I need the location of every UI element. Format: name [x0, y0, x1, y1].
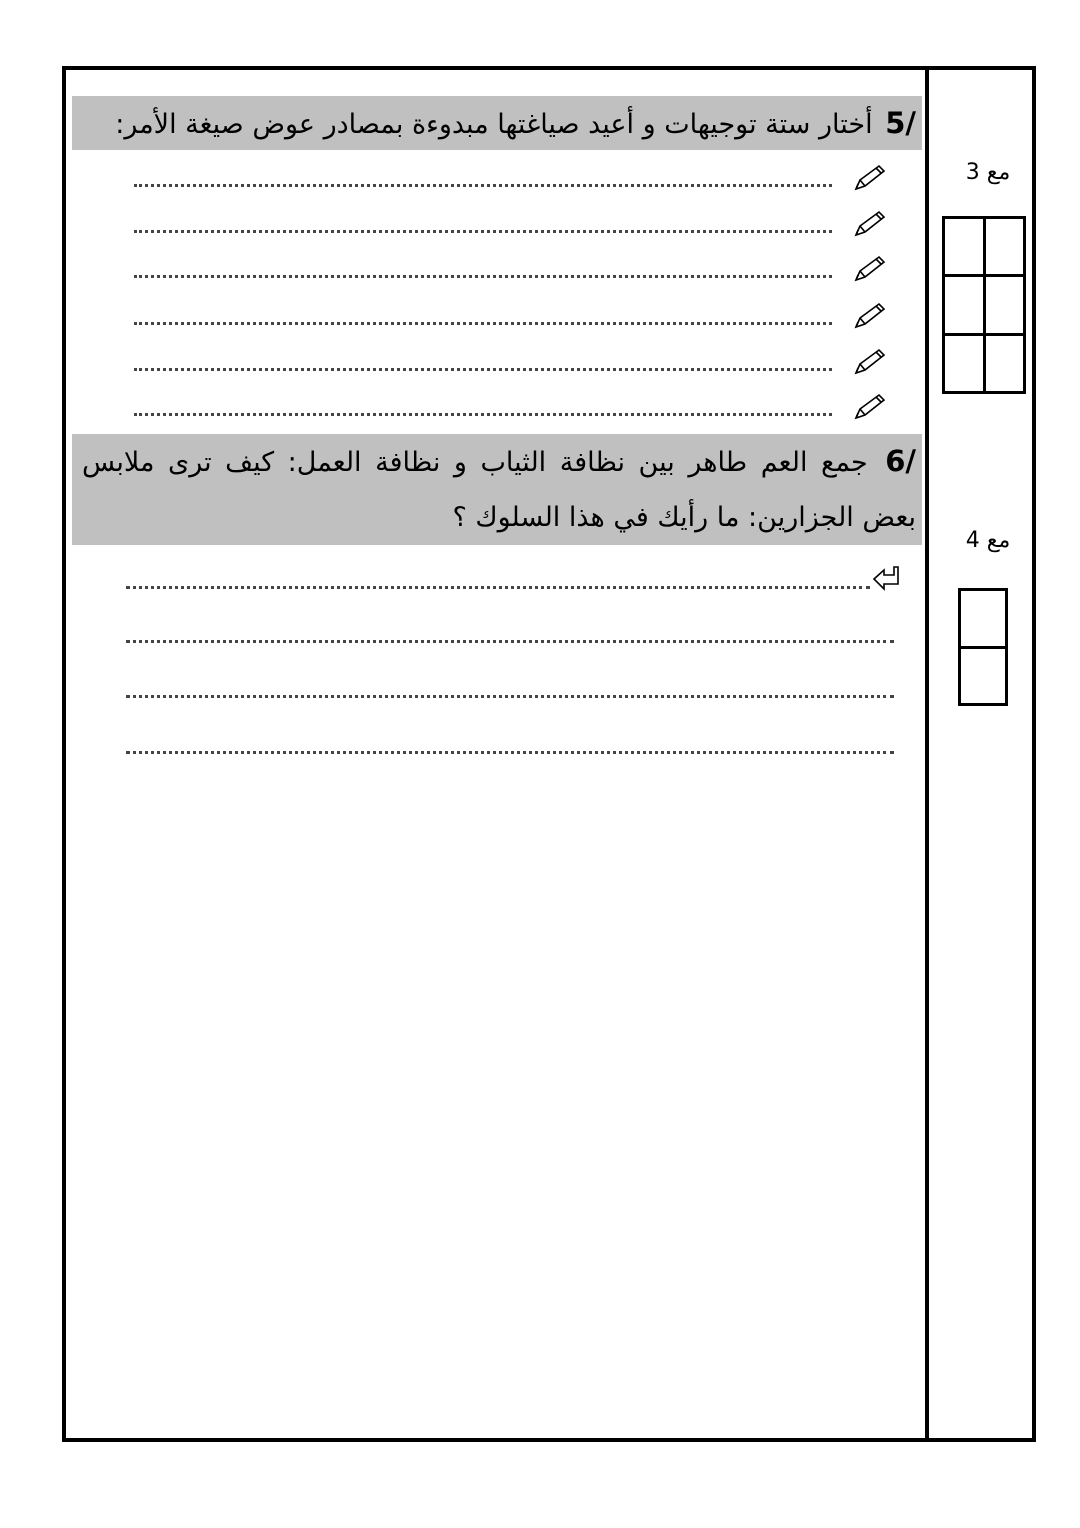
- question-6-text: جمع العم طاهر بين نظافة الثياب و نظافة العمل: كيف ترى ملابس بعض الجزارين: ما رأيك في هذا السلوك ؟: [82, 447, 916, 533]
- score-column-divider: [925, 66, 929, 1442]
- question-6-number: /6: [885, 444, 917, 478]
- answer-line-q5-2[interactable]: [134, 230, 832, 233]
- answer-line-q6-2[interactable]: [126, 640, 894, 643]
- answer-line-q6-4[interactable]: [126, 751, 894, 754]
- pencil-icon: [852, 163, 888, 193]
- score-grid-q6: [958, 588, 1008, 706]
- pencil-icon: [852, 254, 888, 284]
- pencil-icon: [852, 347, 888, 377]
- answer-line-q5-6[interactable]: [134, 413, 832, 416]
- page-frame: [62, 66, 1036, 1442]
- answer-line-q6-3[interactable]: [126, 695, 894, 698]
- answer-line-q5-4[interactable]: [134, 322, 832, 325]
- score-label-q6: مع 4: [965, 528, 1011, 553]
- answer-line-q5-1[interactable]: [134, 184, 832, 187]
- pencil-icon: [852, 209, 888, 239]
- answer-line-q6-1[interactable]: [126, 586, 870, 589]
- question-5-text: أختار ستة توجيهات و أعيد صياغتها مبدوءة بمصادر عوض صيغة الأمر:: [115, 109, 873, 140]
- pencil-icon: [852, 392, 888, 422]
- pencil-icon: [852, 301, 888, 331]
- answer-line-q5-5[interactable]: [134, 368, 832, 371]
- question-5-number: /5: [885, 106, 916, 140]
- answer-line-q5-3[interactable]: [134, 275, 832, 278]
- arrow-icon: [872, 563, 902, 593]
- question-6-header: [72, 434, 922, 545]
- score-label-q5: مع 3: [965, 160, 1011, 185]
- score-grid-q5: [942, 216, 1026, 394]
- question-5-header: [72, 96, 922, 150]
